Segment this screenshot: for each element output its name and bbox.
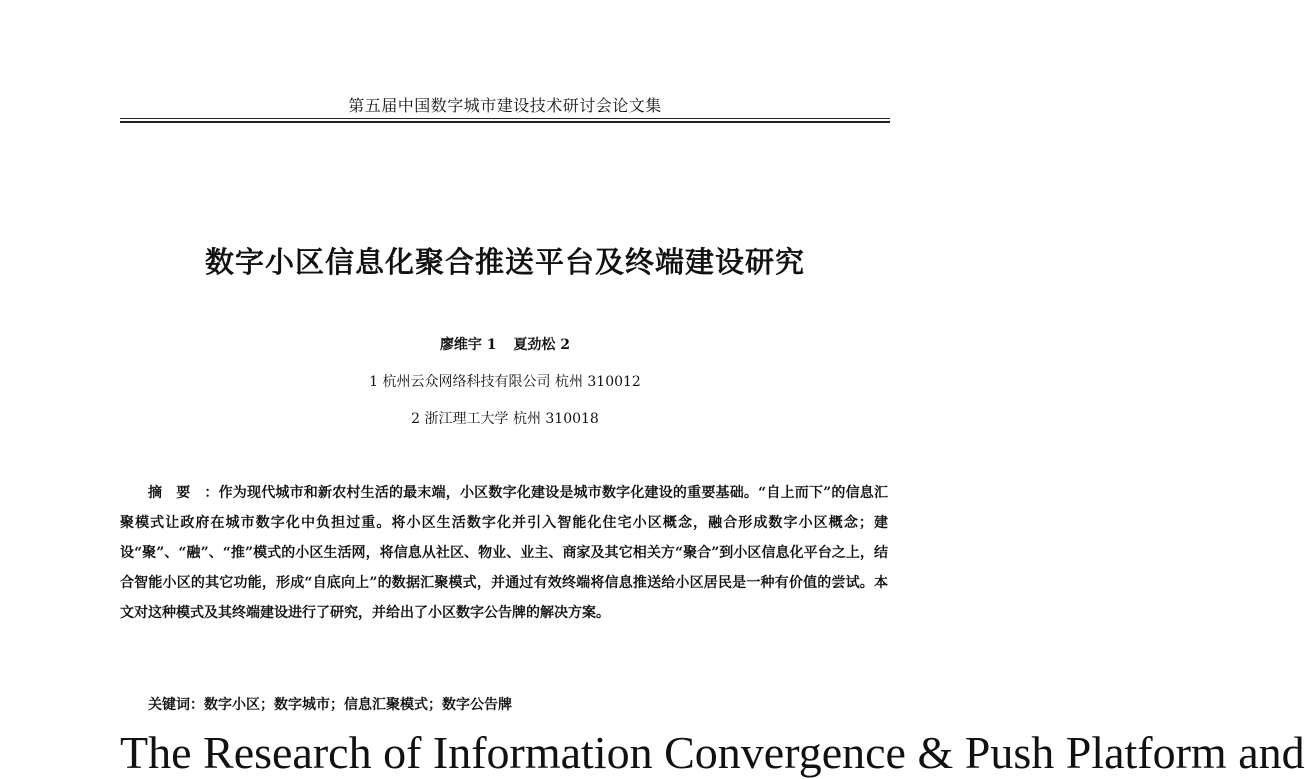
keywords <box>148 694 888 714</box>
keywords-label: 关键词： <box>148 697 204 713</box>
abstract-separator: ： <box>204 485 219 501</box>
keywords-text: 数字小区；数字城市；信息汇聚模式；数字公告牌 <box>204 697 512 713</box>
affiliation: 1 杭州云众网络科技有限公司 杭州 310012 <box>369 374 641 390</box>
author-name: 夏劲松 2 <box>513 337 571 353</box>
header-rule-thick <box>120 121 890 123</box>
author-name: 廖维宇 1 <box>439 337 497 353</box>
abstract <box>120 478 888 628</box>
running-header: 第五届中国数字城市建设技术研讨会论文集 <box>348 96 662 115</box>
abstract-label: 摘要 <box>148 485 205 501</box>
affiliation: 2 浙江理工大学 杭州 310018 <box>411 411 599 427</box>
paper-title: 数字小区信息化聚合推送平台及终端建设研究 <box>204 245 805 279</box>
english-title: The Research of Information Convergence & Push Platform and <box>120 727 1305 778</box>
author-list <box>100 334 910 354</box>
header-rule <box>120 118 890 119</box>
abstract-text: 作为现代城市和新农村生活的最末端，小区数字化建设是城市数字化建设的重要基础。“自上而下”的信息汇聚模式让政府在城市数字化中负担过重。将小区生活数字化并引入智能化住宅小区概念，融合形成数字小区概念；建设“聚”、“融”、“推”模式的小区生活网，将信息从社区、物业、业主、商家及其它相关方“聚合”到小区信息化平台之上，结合智能小区的其它功能，形成“自底向上”的数据汇聚模式，并通过有效终端将信息推送给小区居民是一种有价值的尝试。本文对这种模式及其终端建设进行了研究，并给出了小区数字公告牌的解决方案。 <box>120 485 889 621</box>
